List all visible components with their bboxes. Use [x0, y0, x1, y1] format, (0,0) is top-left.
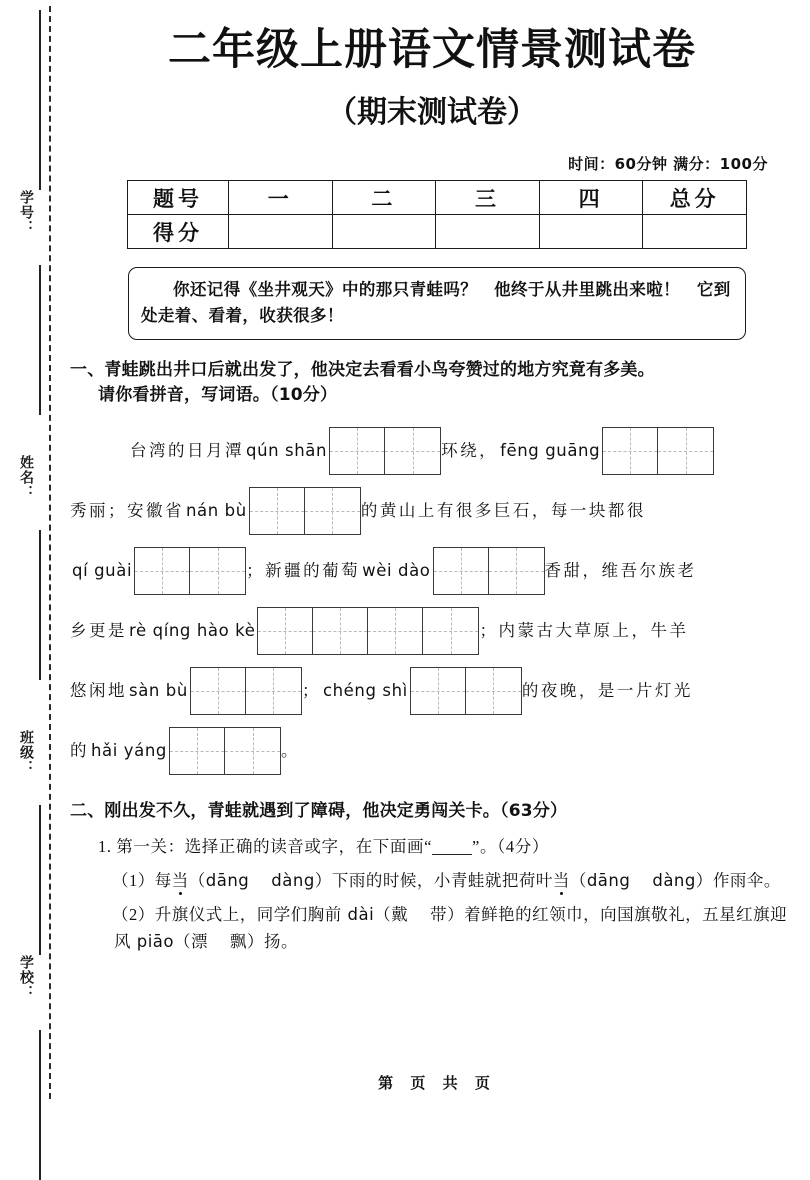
sentence-text: （戴 — [374, 904, 409, 924]
sentence-text: 的黄山上有很多巨石，每一块都很 — [360, 500, 646, 520]
answer-grid-boxes[interactable] — [257, 607, 479, 655]
cut-dashed-line — [49, 6, 51, 1099]
pinyin-text: qún shān — [246, 440, 328, 460]
table-row-header — [128, 181, 747, 215]
margin-field-3[interactable] — [8, 730, 42, 780]
score-table-col-total: 总分 — [643, 181, 747, 215]
answer-grid-cell[interactable] — [603, 428, 658, 474]
answer-grid-cell[interactable] — [466, 668, 521, 714]
pinyin-text: wèi dào — [362, 560, 431, 580]
margin-field-label: 班级： — [18, 730, 33, 775]
answer-grid-cell[interactable] — [170, 728, 225, 774]
item-number: （2） — [112, 904, 155, 924]
sentence-text: （ — [569, 870, 587, 890]
emphasis-dot-char: 当 — [552, 870, 570, 890]
pinyin-line — [70, 421, 810, 481]
pinyin-line — [70, 541, 810, 601]
sentence-text: 的 — [70, 740, 89, 760]
sentence-text: 秀丽；安徽省 — [70, 500, 184, 520]
answer-grid-boxes[interactable] — [410, 667, 522, 715]
sentence-text: 的夜晚，是一片灯光 — [521, 680, 693, 700]
answer-grid-cell[interactable] — [423, 608, 478, 654]
margin-field-label: 学号： — [18, 190, 33, 235]
pinyin-option[interactable]: dàng — [652, 870, 696, 890]
score-table — [127, 180, 747, 249]
sentence-text: 乡更是 — [70, 620, 127, 640]
sentence-text: 每 — [154, 870, 172, 890]
answer-grid-cell[interactable] — [191, 668, 246, 714]
answer-grid-cell[interactable] — [368, 608, 423, 654]
margin-field-1[interactable] — [8, 190, 42, 240]
sentence-text: ；新疆的葡萄 — [246, 560, 361, 580]
answer-grid-cell[interactable] — [489, 548, 544, 594]
margin-field-2[interactable] — [8, 455, 42, 505]
answer-grid-cell[interactable] — [313, 608, 368, 654]
answer-grid-boxes[interactable] — [433, 547, 545, 595]
answer-grid-boxes[interactable] — [329, 427, 441, 475]
answer-grid-cell[interactable] — [305, 488, 360, 534]
sentence-text: 飘）扬。 — [230, 932, 299, 952]
pinyin-text: hǎi yáng — [91, 740, 168, 760]
question-1-item-2 — [114, 901, 800, 956]
pinyin-writing-exercise — [70, 421, 810, 781]
exam-page — [64, 0, 810, 1105]
sentence-text: ；内蒙古大草原上，牛羊 — [479, 620, 689, 640]
pinyin-option[interactable]: piāo — [131, 932, 175, 952]
pinyin-line — [70, 661, 810, 721]
sentence-text: 台湾的日月潭 — [130, 440, 244, 460]
score-cell-3[interactable] — [436, 215, 540, 249]
sentence-text: 悠闲地 — [70, 680, 127, 700]
score-cell-1[interactable] — [229, 215, 333, 249]
answer-blank-line[interactable] — [432, 854, 472, 855]
answer-grid-cell[interactable] — [411, 668, 466, 714]
answer-grid-cell[interactable] — [246, 668, 301, 714]
pinyin-option[interactable]: dāng — [205, 870, 250, 890]
pinyin-line — [70, 721, 810, 781]
intro-scenario-box: 你还记得《坐井观天》中的那只青蛙吗？ 他终于从井里跳出来啦！ 它到处走着、看着，收获很多！ — [128, 267, 746, 339]
question-1-items — [64, 867, 810, 956]
score-table-col-1: 一 — [229, 181, 333, 215]
page-footer: 第 页 共 页 — [378, 1074, 496, 1092]
emphasis-dot-char: 当 — [171, 870, 189, 890]
answer-grid-cell[interactable] — [385, 428, 440, 474]
sentence-text: ）下雨的时候，小青蛙就把荷叶 — [314, 870, 553, 890]
question-1-prompt-suffix: ”。（4分） — [472, 837, 549, 857]
sentence-text: ； — [301, 680, 321, 700]
answer-grid-cell[interactable] — [258, 608, 313, 654]
table-row-scores — [128, 215, 747, 249]
question-1-prompt-prefix: 1. 第一关：选择正确的读音或字，在下面画“ — [98, 837, 433, 857]
section-one-heading-text: 一、青蛙跳出井口后就出发了，他决定去看看小鸟夸赞过的地方究竟有多美。 — [70, 359, 655, 380]
pinyin-text: nán bù — [186, 500, 247, 520]
margin-rule-line — [39, 265, 41, 415]
score-cell-2[interactable] — [332, 215, 436, 249]
pinyin-option[interactable]: dài — [341, 904, 375, 924]
pinyin-text: sàn bù — [129, 680, 188, 700]
answer-grid-boxes[interactable] — [134, 547, 246, 595]
binding-margin — [0, 0, 64, 1105]
answer-grid-cell[interactable] — [250, 488, 305, 534]
section-two-heading: 二、刚出发不久，青蛙就遇到了障碍，他决定勇闯关卡。（63分） — [70, 800, 568, 821]
sentence-text: 带）着鲜艳的红领巾，向国旗敬礼，五星红旗迎风 — [114, 904, 788, 952]
pinyin-line — [70, 601, 810, 661]
item-number: （1） — [112, 870, 155, 890]
score-table-col-2: 二 — [332, 181, 436, 215]
page-subtitle: （期末测试卷） — [327, 95, 537, 131]
pinyin-text: fēng guāng — [500, 440, 601, 460]
margin-field-label: 学校： — [18, 955, 33, 1000]
sentence-text: ）作雨伞。 — [695, 870, 781, 890]
answer-grid-boxes[interactable] — [602, 427, 714, 475]
pinyin-text: qí guài — [72, 560, 133, 580]
answer-grid-boxes[interactable] — [249, 487, 361, 535]
pinyin-option[interactable]: dàng — [271, 870, 315, 890]
answer-grid-cell[interactable] — [135, 548, 190, 594]
answer-grid-cell[interactable] — [330, 428, 385, 474]
answer-grid-cell[interactable] — [190, 548, 245, 594]
answer-grid-cell[interactable] — [225, 728, 280, 774]
answer-grid-cell[interactable] — [434, 548, 489, 594]
margin-field-label: 姓名： — [18, 455, 33, 500]
sentence-text: 香甜，维吾尔族老 — [544, 560, 697, 580]
question-1-item-1 — [114, 867, 800, 895]
pinyin-text: chéng shì — [322, 680, 408, 700]
sentence-text: （漂 — [174, 932, 209, 952]
sentence-text: 升旗仪式上，同学们胸前 — [154, 904, 342, 924]
answer-grid-boxes[interactable] — [169, 727, 281, 775]
score-cell-4[interactable] — [539, 215, 643, 249]
margin-rule-line — [39, 10, 41, 190]
page-title: 二年级上册语文情景测试卷 — [168, 25, 696, 75]
margin-field-4[interactable] — [8, 955, 42, 1005]
margin-rule-line — [39, 805, 41, 955]
margin-rule-line — [39, 530, 41, 680]
question-1-prompt — [98, 834, 800, 861]
answer-grid-cell[interactable] — [658, 428, 713, 474]
sentence-text: 环绕， — [441, 440, 499, 460]
pinyin-text: rè qíng hào kè — [129, 620, 256, 640]
score-table-row-label: 题号 — [128, 181, 229, 215]
sentence-text: （ — [188, 870, 206, 890]
score-table-col-3: 三 — [436, 181, 540, 215]
score-cell-total[interactable] — [643, 215, 747, 249]
sentence-text: 。 — [281, 740, 301, 760]
answer-grid-boxes[interactable] — [190, 667, 302, 715]
score-table-row-label-score: 得分 — [128, 215, 229, 249]
score-table-col-4: 四 — [539, 181, 643, 215]
margin-rule-line — [39, 1030, 41, 1180]
pinyin-line — [70, 481, 810, 541]
section-one-heading-cont: 请你看拼音，写词语。（10分） — [98, 385, 338, 406]
pinyin-option[interactable]: dāng — [586, 870, 631, 890]
exam-meta-line: 时间：60分钟 满分：100分 — [568, 155, 768, 174]
section-one-heading — [70, 358, 800, 409]
